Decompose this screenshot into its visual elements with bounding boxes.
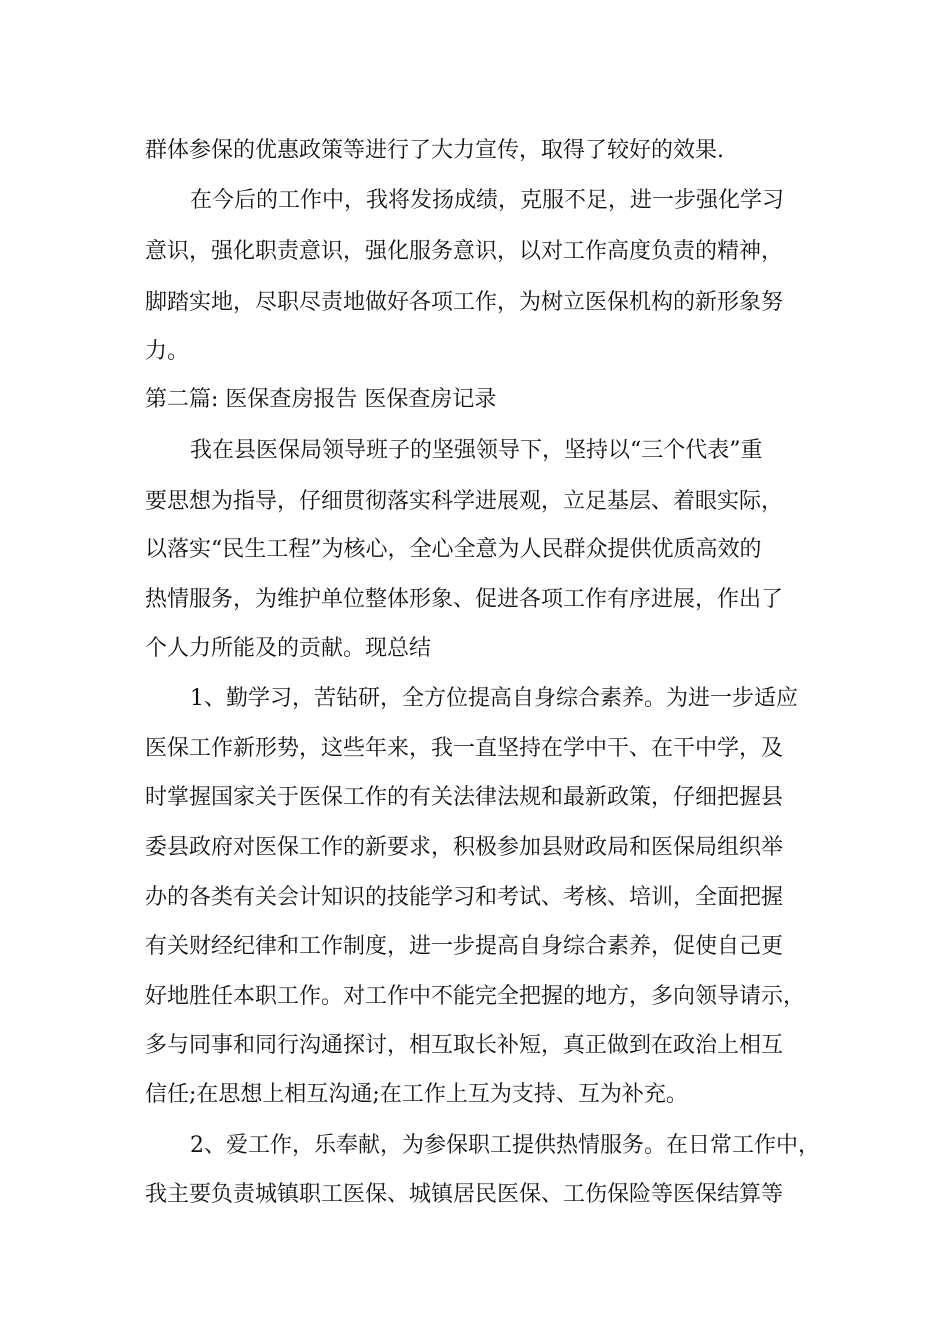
text-line: 我主要负责城镇职工医保、城镇居民医保、工伤保险等医保结算等: [145, 1182, 784, 1207]
text-line: 有关财经纪律和工作制度，进一步提高自身综合素养，促使自己更: [145, 934, 784, 959]
text-line: 委县政府对医保工作的新要求，积极参加县财政局和医保局组织举: [145, 835, 784, 860]
text-line: 多与同事和同行沟通探讨，相互取长补短，真正做到在政治上相互: [145, 1033, 784, 1058]
paragraph-start-line: 在今后的工作中，我将发扬成绩，克服不足，进一步强化学习: [190, 188, 785, 213]
text-line: 时掌握国家关于医保工作的有关法律法规和最新政策，仔细把握县: [145, 785, 784, 810]
text-line: 信任;在思想上相互沟通;在工作上互为支持、互为补充。: [145, 1082, 688, 1107]
text-line: 热情服务，为维护单位整体形象、促进各项工作有序进展，作出了: [145, 587, 784, 612]
text-line: 要思想为指导，仔细贯彻落实科学进展观，立足基层、着眼实际，: [145, 489, 784, 514]
section-heading: 第二篇: 医保查房报告 医保查房记录: [145, 387, 497, 412]
text-line: 力。: [145, 339, 190, 364]
text-line: 个人力所能及的贡献。现总结: [145, 636, 432, 661]
text-line: 意识，强化职责意识，强化服务意识，以对工作高度负责的精神，: [145, 239, 784, 264]
text-line: 群体参保的优惠政策等进行了大力宣传，取得了较好的效果.: [145, 138, 724, 163]
text-line: 脚踏实地，尽职尽责地做好各项工作，为树立医保机构的新形象努: [145, 290, 784, 315]
text-line: 办的各类有关会计知识的技能学习和考试、考核、培训，全面把握: [145, 885, 784, 910]
text-line: 以落实“民生工程”为核心，全心全意为人民群众提供优质高效的: [145, 537, 762, 562]
text-line: 好地胜任本职工作。对工作中不能完全把握的地方，多向领导请示，: [145, 984, 806, 1009]
paragraph-start-line: 我在县医保局领导班子的坚强领导下，坚持以“三个代表”重: [190, 438, 763, 463]
text-line: 医保工作新形势，这些年来，我一直坚持在学中干、在干中学，及: [145, 736, 784, 761]
paragraph-start-line: 2、爱工作，乐奉献，为参保职工提供热情服务。在日常工作中，: [190, 1133, 820, 1158]
paragraph-start-line: 1、勤学习，苦钻研，全方位提高自身综合素养。为进一步适应: [190, 686, 798, 711]
